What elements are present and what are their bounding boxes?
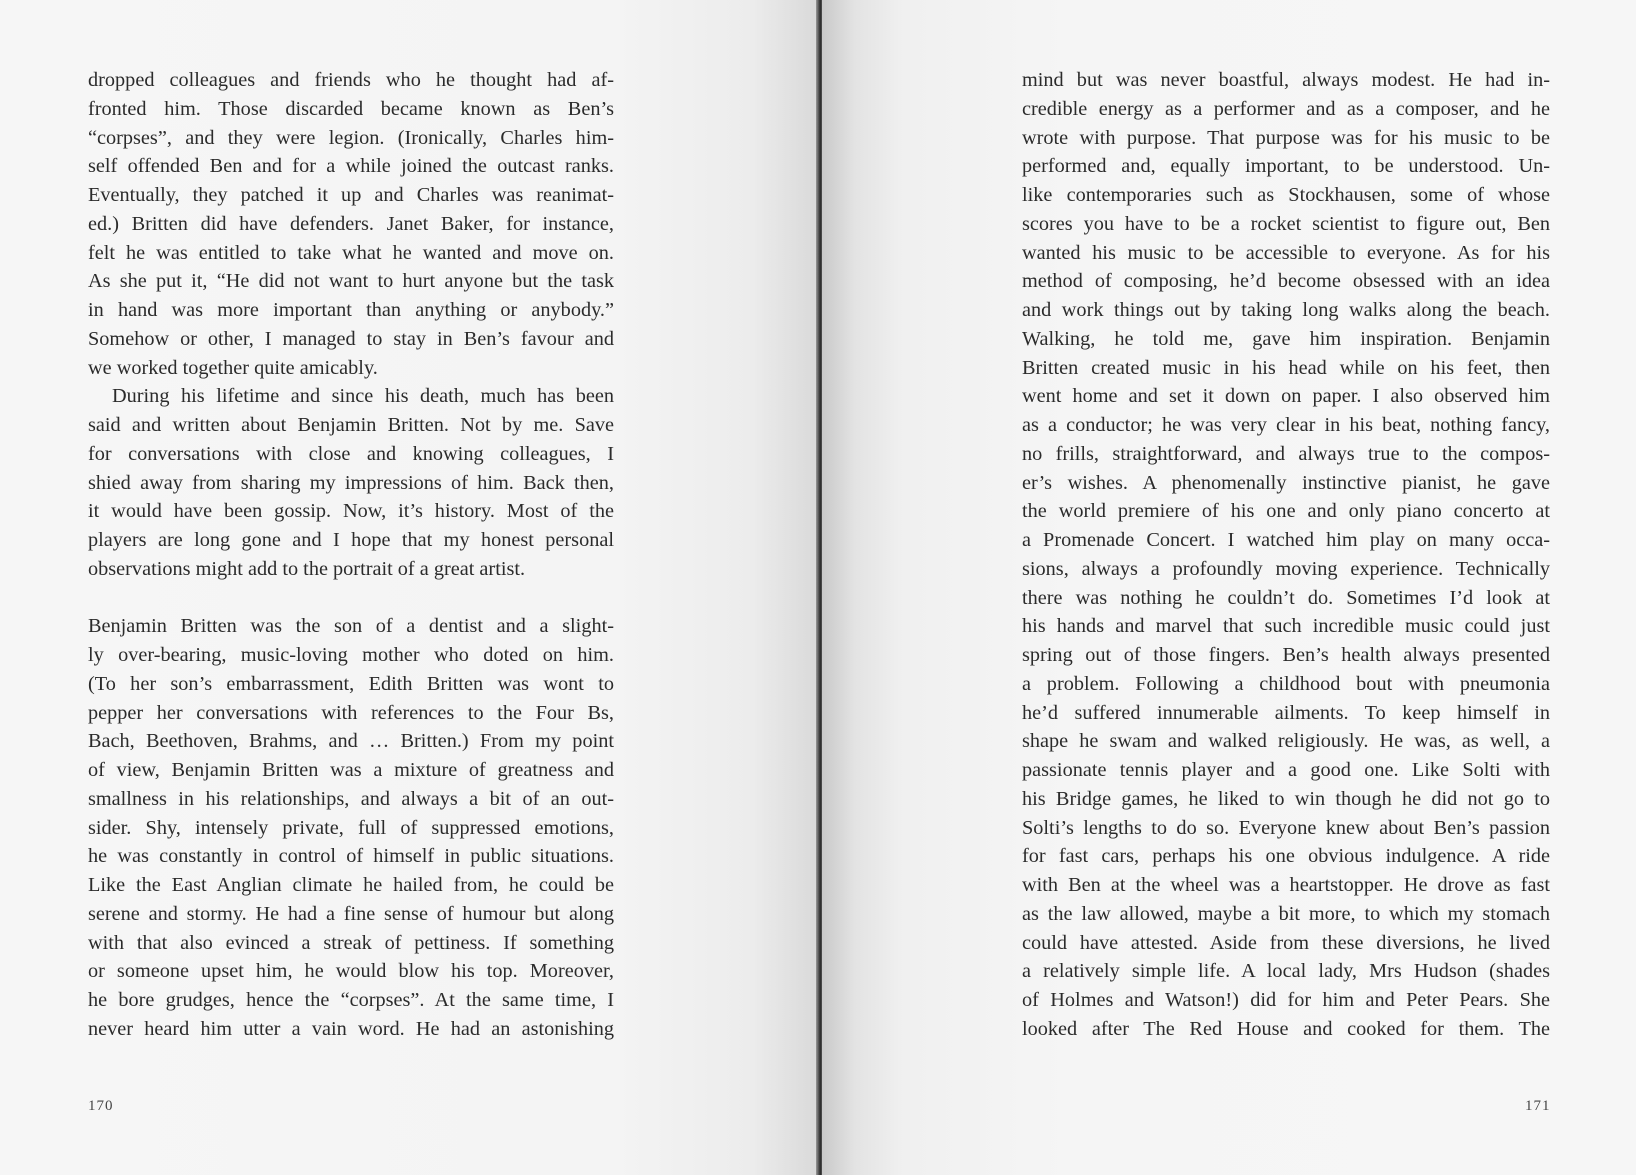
text-line: as a conductor; he was very clear in his beat, nothing fancy, bbox=[1022, 414, 1550, 436]
text-line: Solti’s lengths to do so. Everyone knew about Ben’s passion bbox=[1022, 816, 1550, 839]
text-line: passionate tennis player and a good one. Like Solti with bbox=[1022, 759, 1550, 781]
text-line: sions, always a profoundly moving experience. Technically bbox=[1022, 557, 1550, 580]
text-line: Britten created music in his head while on his feet, then bbox=[1022, 356, 1550, 379]
text-line: sider. Shy, intensely private, full of suppressed emotions, bbox=[88, 816, 614, 839]
text-line: like contemporaries such as Stockhausen, some of whose bbox=[1022, 184, 1550, 206]
section-break bbox=[88, 584, 614, 613]
text-line: said and written about Benjamin Britten. Not by me. Save bbox=[88, 414, 614, 436]
text-line: dropped colleagues and friends who he thought had af- bbox=[88, 69, 614, 91]
text-line: pepper her conversations with references to the Four Bs, bbox=[88, 701, 614, 724]
text-line: his hands and marvel that such incredible music could just bbox=[1022, 615, 1550, 638]
page-number: 171 bbox=[1525, 1098, 1551, 1114]
text-line: with that also evinced a streak of pettiness. If something bbox=[88, 931, 614, 954]
text-line: went home and set it down on paper. I also observed him bbox=[1022, 385, 1550, 408]
text-line: he’d suffered innumerable ailments. To keep himself in bbox=[1022, 701, 1550, 724]
right-page bbox=[822, 0, 1636, 1175]
text-line: Eventually, they patched it up and Charles was reanimat- bbox=[88, 184, 614, 206]
text-line: serene and stormy. He had a fine sense of humour but along bbox=[88, 902, 614, 925]
text-line: ed.) Britten did have defenders. Janet Baker, for instance, bbox=[88, 212, 614, 235]
text-line: for fast cars, perhaps his one obvious indulgence. A ride bbox=[1022, 845, 1550, 868]
text-line: of Holmes and Watson!) did for him and Peter Pears. She bbox=[1022, 989, 1550, 1011]
text-line: or someone upset him, he would blow his top. Moreover, bbox=[88, 960, 614, 983]
text-line: As she put it, “He did not want to hurt anyone but the task bbox=[88, 270, 614, 293]
text-line: we worked together quite amicably. bbox=[88, 356, 378, 379]
text-line: During his lifetime and since his death, much has been bbox=[112, 385, 614, 408]
text-line: (To her son’s embarrassment, Edith Britten was wont to bbox=[88, 672, 614, 695]
text-line: spring out of those fingers. Ben’s health always presented bbox=[1022, 644, 1550, 666]
text-line: self offended Ben and for a while joined the outcast ranks. bbox=[88, 155, 614, 178]
text-line: it would have been gossip. Now, it’s history. Most of the bbox=[88, 500, 614, 523]
text-line: a Promenade Concert. I watched him play on many occa- bbox=[1022, 529, 1550, 551]
text-line: Like the East Anglian climate he hailed from, he could be bbox=[88, 874, 614, 896]
text-line: mind but was never boastful, always modest. He had in- bbox=[1022, 69, 1550, 91]
text-line: wrote with purpose. That purpose was for his music to be bbox=[1022, 126, 1550, 149]
text-line: shied away from sharing my impressions of him. Back then, bbox=[88, 471, 614, 494]
text-line: “corpses”, and they were legion. (Ironically, Charles him- bbox=[88, 126, 614, 149]
text-line: the world premiere of his one and only piano concerto at bbox=[1022, 500, 1550, 523]
text-line: smallness in his relationships, and always a bit of an out- bbox=[88, 787, 614, 810]
text-line: wanted his music to be accessible to everyone. As for his bbox=[1022, 241, 1550, 264]
left-page-text bbox=[88, 66, 614, 1044]
text-line: ly over-bearing, music-loving mother who doted on him. bbox=[88, 644, 614, 666]
text-line: and work things out by taking long walks along the beach. bbox=[1022, 299, 1550, 321]
text-line: of view, Benjamin Britten was a mixture of greatness and bbox=[88, 759, 614, 781]
text-line: Walking, he told me, gave him inspiration. Benjamin bbox=[1022, 327, 1550, 350]
text-line: there was nothing he couldn’t do. Sometimes I’d look at bbox=[1022, 586, 1550, 609]
right-page-text bbox=[1022, 66, 1550, 1044]
text-line: he bore grudges, hence the “corpses”. At the same time, I bbox=[88, 989, 614, 1011]
text-line: Somehow or other, I managed to stay in Ben’s favour and bbox=[88, 327, 614, 350]
text-line: fronted him. Those discarded became known as Ben’s bbox=[88, 97, 614, 120]
text-line: a problem. Following a childhood bout with pneumonia bbox=[1022, 672, 1550, 695]
text-line: could have attested. Aside from these diversions, he lived bbox=[1022, 931, 1550, 954]
text-line: credible energy as a performer and as a composer, and he bbox=[1022, 97, 1550, 120]
text-line: no frills, straightforward, and always true to the compos- bbox=[1022, 442, 1550, 465]
page-number: 170 bbox=[88, 1098, 114, 1114]
text-line: players are long gone and I hope that my honest personal bbox=[88, 529, 614, 551]
text-line: felt he was entitled to take what he wanted and move on. bbox=[88, 241, 614, 264]
text-line: Benjamin Britten was the son of a dentist and a slight- bbox=[88, 615, 614, 638]
text-line: with Ben at the wheel was a heartstopper. He drove as fast bbox=[1022, 874, 1550, 896]
text-line: he was constantly in control of himself in public situations. bbox=[88, 845, 614, 868]
text-line: er’s wishes. A phenomenally instinctive pianist, he gave bbox=[1022, 471, 1550, 494]
text-line: shape he swam and walked religiously. He was, as well, a bbox=[1022, 730, 1550, 753]
text-line: performed and, equally important, to be understood. Un- bbox=[1022, 155, 1550, 178]
text-line: for conversations with close and knowing colleagues, I bbox=[88, 442, 614, 465]
text-line: method of composing, he’d become obsessed with an idea bbox=[1022, 270, 1550, 293]
text-line: scores you have to be a rocket scientist to figure out, Ben bbox=[1022, 212, 1550, 235]
text-line: a relatively simple life. A local lady, Mrs Hudson (shades bbox=[1022, 960, 1550, 983]
text-line: looked after The Red House and cooked for them. The bbox=[1022, 1017, 1550, 1040]
text-line: in hand was more important than anything or anybody.” bbox=[88, 299, 614, 321]
text-line: Bach, Beethoven, Brahms, and … Britten.) From my point bbox=[88, 730, 614, 753]
text-line: observations might add to the portrait of a great artist. bbox=[88, 557, 526, 580]
text-line: never heard him utter a vain word. He had an astonishing bbox=[88, 1017, 614, 1040]
text-line: as the law allowed, maybe a bit more, to which my stomach bbox=[1022, 902, 1550, 925]
text-line: his Bridge games, he liked to win though he did not go to bbox=[1022, 787, 1550, 810]
